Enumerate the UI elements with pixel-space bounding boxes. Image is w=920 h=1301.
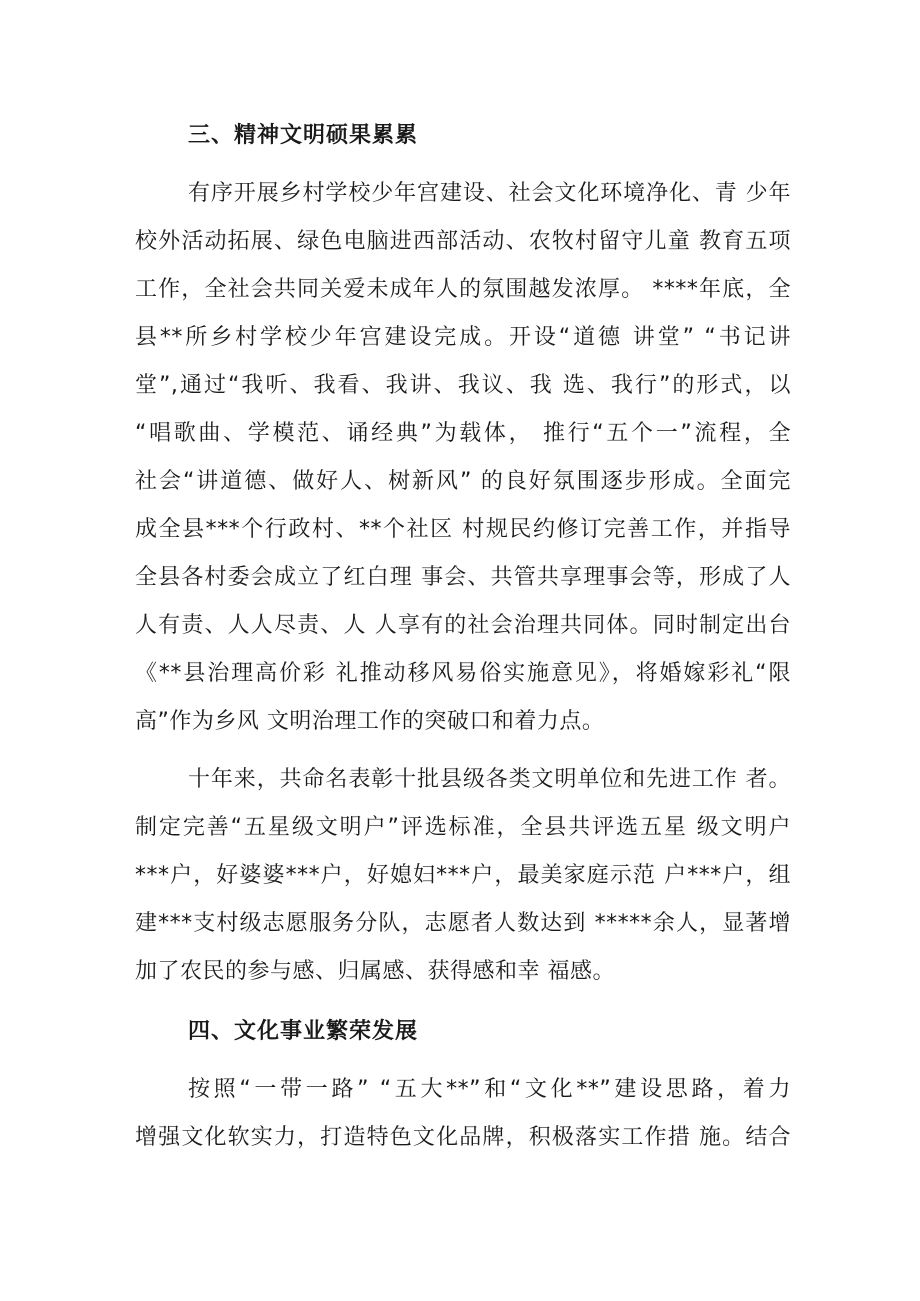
section-heading-3: 三、精神文明硕果累累: [188, 123, 419, 148]
paragraph-line: 人有责、人人尽责、人 人享有的社会治理共同体。同时制定出台: [135, 613, 791, 638]
paragraph-line: 制定完善“五星级文明户”评选标准，全县共评选五星 级文明户: [135, 815, 791, 840]
paragraph-line: ***户，好婆婆***户，好媳妇***户，最美家庭示范 户***户，组: [135, 863, 791, 888]
paragraph-line: 工作，全社会共同关爱未成年人的氛围越发浓厚。 ****年底，全: [135, 277, 791, 302]
paragraph-line: 有序开展乡村学校少年宫建设、社会文化环境净化、青 少年: [188, 181, 791, 206]
paragraph-line: 全县各村委会成立了红白理 事会、共管共享理事会等，形成了人: [135, 565, 791, 590]
paragraph-line: 《**县治理高价彩 礼推动移风易俗实施意见》，将婚嫁彩礼“限: [135, 661, 791, 686]
paragraph-line: 按照“一带一路” “五大**”和“文化**”建设思路，着力: [188, 1077, 791, 1102]
paragraph-line: 增强文化软实力，打造特色文化品牌，积极落实工作措 施。结合: [135, 1125, 791, 1150]
paragraph-line: 成全县***个行政村、**个社区 村规民约修订完善工作，并指导: [135, 517, 791, 542]
paragraph-line: 校外活动拓展、绿色电脑进西部活动、农牧村留守儿童 教育五项: [135, 229, 791, 254]
paragraph-line: 社会“讲道德、做好人、树新风” 的良好氛围逐步形成。全面完: [135, 469, 791, 494]
paragraph-line: 县**所乡村学校少年宫建设完成。开设“道德 讲堂” “书记讲: [135, 325, 791, 350]
paragraph-line: 堂”,通过“我听、我看、我讲、我议、我 选、我行”的形式，以: [135, 373, 791, 398]
paragraph-line: “唱歌曲、学模范、诵经典”为载体， 推行“五个一”流程，全: [135, 421, 791, 446]
paragraph-line: 十年来，共命名表彰十批县级各类文明单位和先进工作 者。: [188, 767, 791, 792]
section-heading-4: 四、文化事业繁荣发展: [188, 1019, 419, 1044]
paragraph-line: 高”作为乡风 文明治理工作的突破口和着力点。: [135, 709, 605, 734]
paragraph-line: 加了农民的参与感、归属感、获得感和幸 福感。: [135, 959, 615, 984]
paragraph-line: 建***支村级志愿服务分队，志愿者人数达到 *****余人，显著增: [135, 911, 791, 936]
